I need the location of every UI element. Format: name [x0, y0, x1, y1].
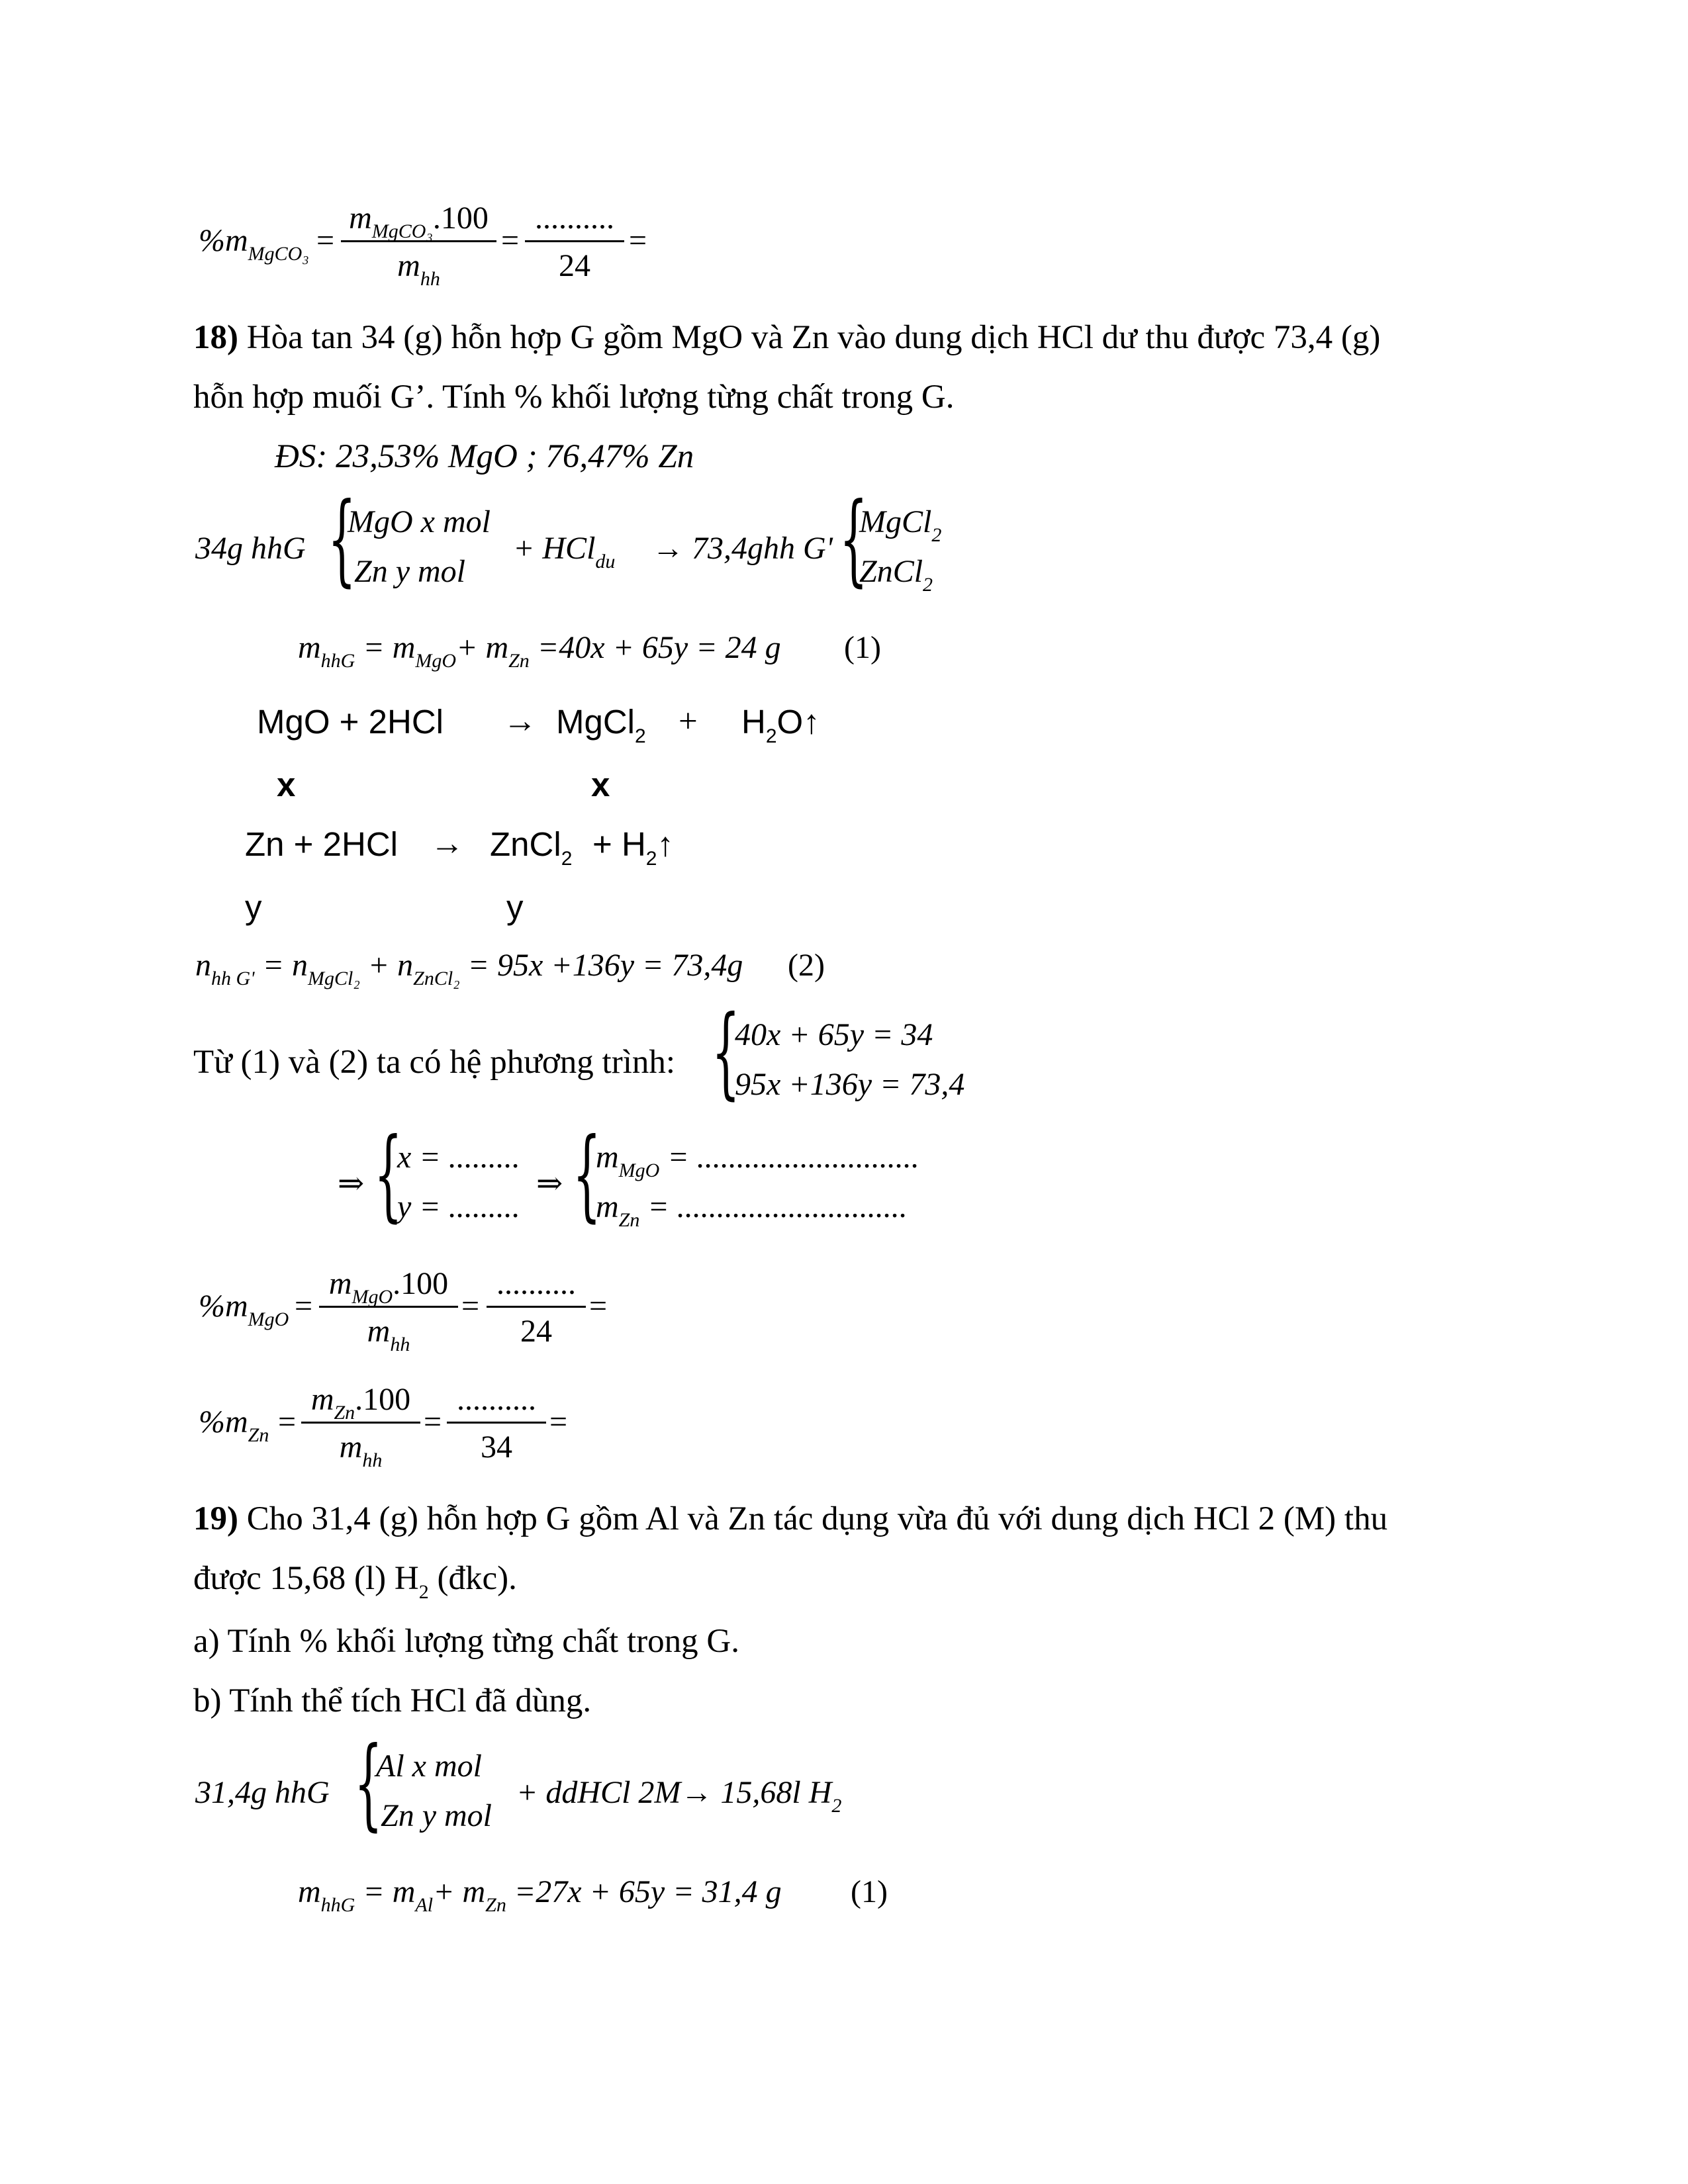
problem-19-line2: được 15,68 (l) $H_2$ (đkc). — [193, 1560, 517, 1603]
reaction-2-reactants: Zn + 2HCl — [245, 825, 398, 863]
scheme18-zncl2: ZnCl$_2$ — [859, 554, 933, 596]
system-eq-2: 95x +136y = 73,4 — [735, 1067, 965, 1102]
equals-sign-9: = — [549, 1404, 568, 1439]
solve-x: x = ......... — [397, 1140, 520, 1175]
formula-mgo-lhs: $\%m_{MgO}$ — [199, 1289, 289, 1330]
equals-sign-5: = — [461, 1289, 480, 1324]
solve-y: y = ......... — [397, 1189, 520, 1224]
fraction-zn: $m_{Zn}.100$ $m_{hh}$ — [301, 1381, 420, 1465]
fraction-mgo-dots: .......... 24 — [487, 1265, 586, 1349]
reaction-1-mgcl2: MgCl$_2$ — [556, 703, 646, 747]
scheme18-left: 34g hhG — [195, 531, 306, 566]
equals-sign: = — [316, 223, 335, 258]
reaction-2-h2: + $H_2↑$ — [592, 825, 674, 870]
scheme18-product: → 73,4ghh G' — [652, 531, 833, 566]
brace-icon-4: { — [374, 1117, 402, 1232]
formula-mgco3-lhs: $\%m_{MgCO_3}$ — [199, 223, 309, 265]
equals-sign-2: = — [501, 223, 520, 258]
equation-2-problem-18: $n_{hh G'} = n_{MgCl_2} + n_{ZnCl_2} = 95x +136y = 73,4g$ — [195, 948, 743, 989]
reaction-2-zncl2: ZnCl$_2$ — [490, 825, 573, 870]
solve-m-mgo: $m_{MgO}$ = ............................ — [596, 1140, 919, 1181]
fraction-mgco3: $m_{MgCO_3}.100$ $m_{hh}$ — [341, 200, 496, 284]
equation-2-tag: (2) — [788, 948, 825, 983]
brace-icon-5: { — [573, 1117, 601, 1232]
scheme19-zn: Zn y mol — [381, 1798, 492, 1833]
mole-x-2: x — [591, 766, 610, 803]
problem-19-line1: 19) Cho 31,4 (g) hỗn hợp G gồm Al và Zn tác dụng vừa đủ với dung dịch HCl 2 (M) thu — [193, 1500, 1388, 1537]
implies-icon: ⇒ — [338, 1166, 365, 1201]
system-intro: Từ (1) và (2) ta có hệ phương trình: — [193, 1044, 676, 1081]
fraction-mgo: $m_{MgO}.100$ $m_{hh}$ — [319, 1265, 458, 1349]
reaction-1-h2o: $H_2O↑$ — [741, 703, 820, 747]
brace-icon-2: { — [839, 482, 868, 597]
problem-18-answer: ĐS: 23,53% MgO ; 76,47% Zn — [275, 438, 694, 475]
reaction-1-reactants: MgO + 2HCl — [257, 703, 444, 741]
equals-sign-4: = — [295, 1289, 313, 1324]
brace-icon-6: { — [354, 1726, 383, 1841]
problem-18-line1: 18) Hòa tan 34 (g) hỗn hợp G gồm MgO và Zn vào dung dịch HCl dư thu được 73,4 (g) — [193, 319, 1381, 356]
fraction-mgco3-dots: .......... 24 — [525, 200, 624, 284]
scheme18-mgcl2: MgCl$_2$ — [859, 504, 942, 546]
scheme19-left: 31,4g hhG — [195, 1775, 330, 1810]
problem-19-part-a: a) Tính % khối lượng từng chất trong G. — [193, 1623, 739, 1660]
system-eq-1: 40x + 65y = 34 — [735, 1017, 933, 1052]
brace-icon-3: { — [712, 995, 740, 1110]
equation-1-problem-18: $m_{hhG} = m_{MgO}+ m_{Zn} =40x + 65y = 24$ g — [298, 630, 781, 672]
arrow-icon: → — [503, 703, 537, 740]
equals-sign-7: = — [278, 1404, 297, 1439]
scheme19-al: Al x mol — [376, 1749, 482, 1784]
equation-1-tag-19: (1) — [851, 1874, 888, 1909]
implies-icon-2: ⇒ — [536, 1166, 563, 1201]
equals-sign-3: = — [629, 223, 647, 258]
plus-sign: + — [679, 703, 698, 740]
problem-18-line2: hỗn hợp muối G’. Tính % khối lượng từng chất trong G. — [193, 379, 955, 416]
equals-sign-8: = — [424, 1404, 442, 1439]
mole-y-2: y — [506, 888, 524, 926]
fraction-zn-dots: .......... 34 — [447, 1381, 546, 1465]
arrow-icon-2: → — [430, 825, 464, 862]
solve-m-zn: $m_{Zn}$ = ............................. — [596, 1189, 908, 1231]
scheme18-mgo: MgO x mol — [348, 504, 491, 539]
mole-y-1: y — [245, 888, 262, 926]
problem-19-part-b: b) Tính thể tích HCl đã dùng. — [193, 1682, 592, 1719]
mole-x-1: x — [277, 766, 296, 803]
equation-1-problem-19: $m_{hhG} = m_{Al}+ m_{Zn} =27x + 65y = 31,4$ g — [298, 1874, 782, 1916]
equation-1-tag: (1) — [844, 630, 881, 665]
formula-zn-lhs: $\%m_{Zn}$ — [199, 1404, 269, 1446]
brace-icon: { — [328, 482, 356, 597]
scheme19-reagent: + ddHCl 2M→ 15,68l $H_2$ — [516, 1775, 842, 1817]
scheme18-zn: Zn y mol — [354, 554, 465, 589]
equals-sign-6: = — [589, 1289, 608, 1324]
scheme18-hcl: + HCl$_{du}$ — [513, 531, 616, 572]
